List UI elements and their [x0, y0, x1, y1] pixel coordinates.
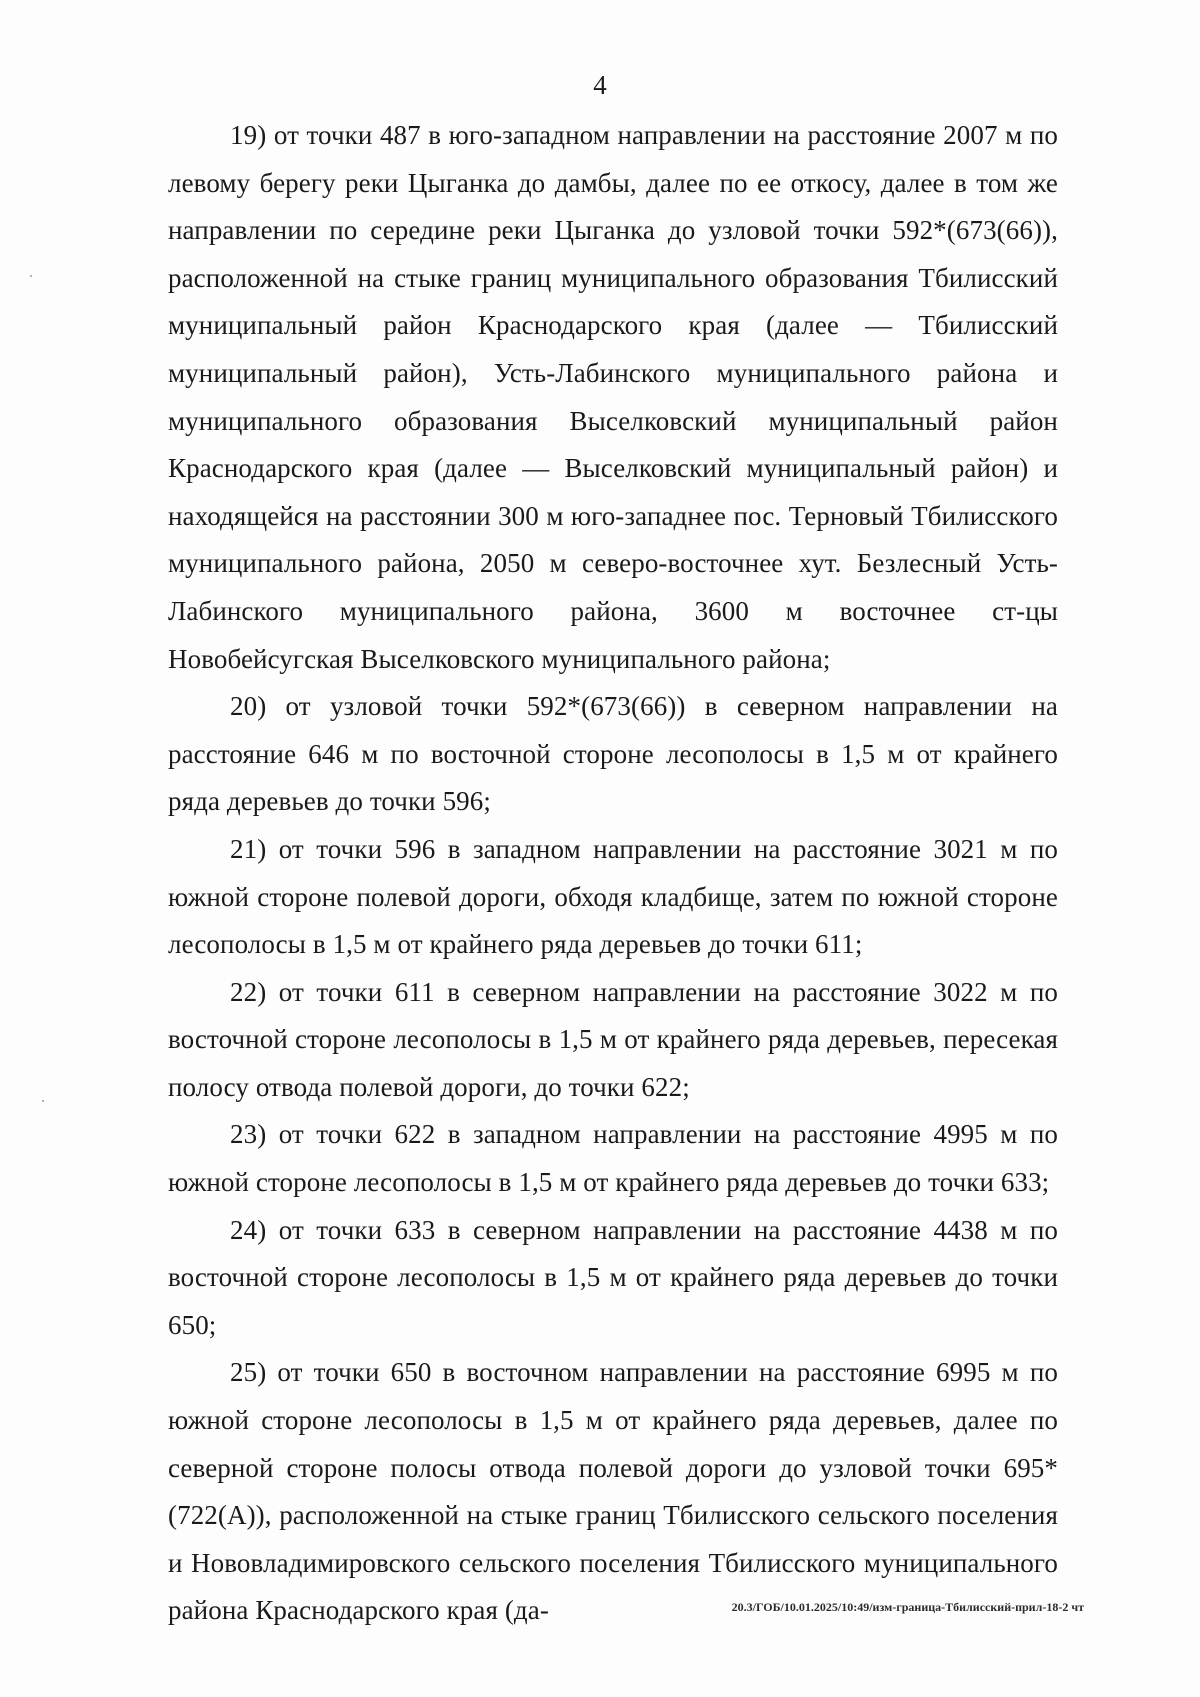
paragraph-20: 20) от узловой точки 592*(673(66)) в северном направлении на расстояние 646 м по восточной стороне лесополосы в 1,5 м от крайнего ряда деревьев до точки 596; — [168, 691, 1058, 817]
paragraph-25: 25) от точки 650 в восточном направлении на расстояние 6995 м по южной стороне лесополосы в 1,5 м от крайнего ряда деревьев, далее по северной стороне полосы отвода полевой дороги до узловой точки 695*(722(А)), расположенной на стыке границ Тбилисского сельского поселения и Нововладимировского сельского поселения Тбилисского муниципального района Краснодарского края (да- — [168, 1357, 1058, 1626]
paragraph-22: 22) от точки 611 в северном направлении на расстояние 3022 м по восточной стороне лесополосы в 1,5 м от крайнего ряда деревьев, пересекая полосу отвода полевой дороги, до точки 622; — [168, 976, 1058, 1102]
document-body — [168, 112, 1058, 1635]
paragraph-24: 24) от точки 633 в северном направлении на расстояние 4438 м по восточной стороне лесополосы в 1,5 м от крайнего ряда деревьев до точки 650; — [168, 1214, 1058, 1340]
paragraph-21: 21) от точки 596 в западном направлении на расстояние 3021 м по южной стороне полевой дороги, обходя кладбище, затем по южной стороне лесополосы в 1,5 м от крайнего ряда деревьев до точки 611; — [168, 833, 1058, 960]
paragraph-23: 23) от точки 622 в западном направлении на расстояние 4995 м по южной стороне лесополосы в 1,5 м от крайнего ряда деревьев до точки 633; — [168, 1119, 1058, 1198]
footer-reference: 20.3/ГОБ/10.01.2025/10:49/изм-граница-Тбилисский-прил-18-2 чт — [731, 1600, 1084, 1614]
scan-speck — [42, 1100, 44, 1102]
page-number: 4 — [593, 70, 607, 100]
scan-speck — [30, 275, 32, 277]
paragraph-19: 19) от точки 487 в юго-западном направлении на расстояние 2007 м по левому берегу реки Цыганка до дамбы, далее по ее откосу, далее в том же направлении по середине реки Цыганка до узловой точки 592*(673(66)), расположенной на стыке границ муниципального образования Тбилисский муниципальный район Краснодарского края (далее — Тбилисский муниципальный район), Усть-Лабинского муниципального района и муниципального образования Выселковский муниципальный район Краснодарского края (далее — Выселковский муниципальный район) и находящейся на расстоянии 300 м юго-западнее пос. Терновый Тбилисского муниципального района, 2050 м северо-восточнее хут. Безлесный Усть-Лабинского муниципального района, 3600 м восточнее ст-цы Новобейсугская Выселковского муниципального района; — [168, 120, 1058, 674]
